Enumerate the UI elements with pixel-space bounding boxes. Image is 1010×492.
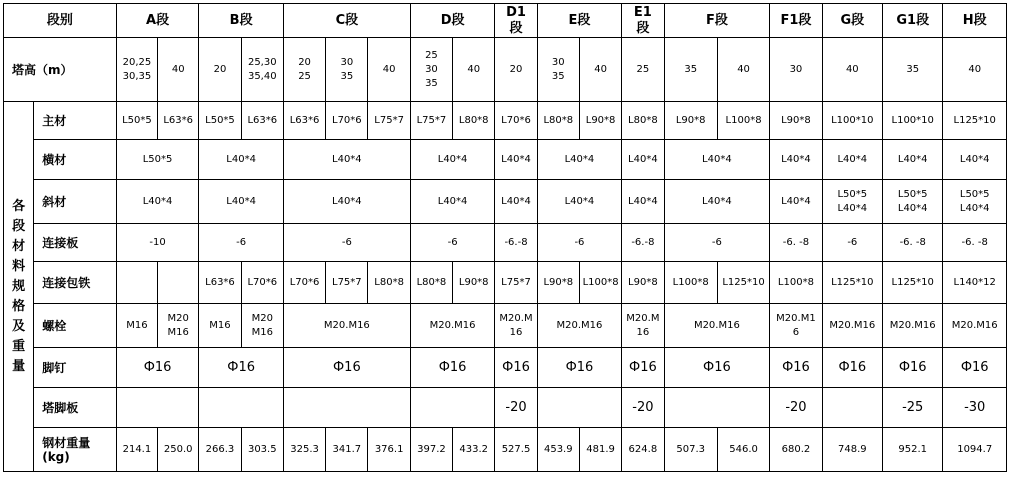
horizontal-member-cell: L40*4 bbox=[883, 140, 943, 180]
diagonal-member-cell: L40*4 bbox=[283, 180, 410, 224]
main-member-cell: L90*8 bbox=[579, 102, 621, 140]
section-e1: E1 段 bbox=[622, 4, 664, 38]
splice-angle-label: 连接包铁 bbox=[34, 262, 117, 304]
step-bolt-cell: Ф16 bbox=[537, 348, 622, 388]
section-b: B段 bbox=[199, 4, 284, 38]
gusset-plate-cell: -6 bbox=[822, 224, 882, 262]
height-cell: 20 bbox=[199, 38, 241, 102]
horizontal-member-cell: L40*4 bbox=[283, 140, 410, 180]
base-plate-cell: -20 bbox=[770, 388, 822, 428]
main-member-cell: L100*10 bbox=[883, 102, 943, 140]
section-f: F段 bbox=[664, 4, 770, 38]
tower-material-table bbox=[3, 3, 1007, 472]
main-member-cell: L80*8 bbox=[622, 102, 664, 140]
height-cell: 40 bbox=[453, 38, 495, 102]
gusset-plate-cell: -6. -8 bbox=[943, 224, 1007, 262]
bolt-cell: M20.M16 bbox=[410, 304, 495, 348]
splice-angle-cell: L63*6 bbox=[199, 262, 241, 304]
bolt-cell: M20.M1 6 bbox=[770, 304, 822, 348]
horizontal-member-label: 横材 bbox=[34, 140, 117, 180]
splice-angle-cell: L100*8 bbox=[664, 262, 717, 304]
section-header-row bbox=[4, 4, 1007, 38]
diagonal-member-row bbox=[4, 180, 1007, 224]
diagonal-member-cell: L40*4 bbox=[199, 180, 284, 224]
bolt-cell: M16 bbox=[199, 304, 241, 348]
section-g1: G1段 bbox=[883, 4, 943, 38]
splice-angle-cell: L90*8 bbox=[622, 262, 664, 304]
splice-angle-cell: L125*10 bbox=[883, 262, 943, 304]
section-g: G段 bbox=[822, 4, 882, 38]
gusset-plate-cell: -6 bbox=[664, 224, 770, 262]
base-plate-cell: -20 bbox=[495, 388, 537, 428]
steel-weight-cell: 250.0 bbox=[158, 428, 199, 472]
bolt-cell: M20.M 16 bbox=[622, 304, 664, 348]
step-bolt-label: 脚钉 bbox=[34, 348, 117, 388]
bolt-cell: M20 M16 bbox=[158, 304, 199, 348]
diagonal-member-cell: L40*4 bbox=[410, 180, 495, 224]
base-plate-cell bbox=[537, 388, 622, 428]
step-bolt-cell: Ф16 bbox=[495, 348, 537, 388]
main-member-cell: L63*6 bbox=[241, 102, 283, 140]
splice-angle-cell: L90*8 bbox=[453, 262, 495, 304]
base-plate-cell bbox=[822, 388, 882, 428]
bolt-label: 螺栓 bbox=[34, 304, 117, 348]
main-member-cell: L75*7 bbox=[410, 102, 452, 140]
section-c: C段 bbox=[283, 4, 410, 38]
base-plate-cell: -20 bbox=[622, 388, 664, 428]
steel-weight-cell: 527.5 bbox=[495, 428, 537, 472]
main-member-cell: L80*8 bbox=[453, 102, 495, 140]
base-plate-cell bbox=[664, 388, 770, 428]
gusset-plate-label: 连接板 bbox=[34, 224, 117, 262]
section-f1: F1段 bbox=[770, 4, 822, 38]
main-member-cell: L90*8 bbox=[664, 102, 717, 140]
main-member-cell: L50*5 bbox=[116, 102, 157, 140]
main-member-cell: L100*8 bbox=[717, 102, 769, 140]
base-plate-cell bbox=[410, 388, 495, 428]
section-e: E段 bbox=[537, 4, 622, 38]
bolt-cell: M20.M16 bbox=[943, 304, 1007, 348]
horizontal-member-row bbox=[4, 140, 1007, 180]
steel-weight-cell: 266.3 bbox=[199, 428, 241, 472]
main-member-cell: L70*6 bbox=[495, 102, 537, 140]
main-member-cell: L125*10 bbox=[943, 102, 1007, 140]
gusset-plate-cell: -6. -8 bbox=[883, 224, 943, 262]
step-bolt-cell: Ф16 bbox=[770, 348, 822, 388]
height-cell: 40 bbox=[822, 38, 882, 102]
height-cell: 40 bbox=[717, 38, 769, 102]
horizontal-member-cell: L40*4 bbox=[664, 140, 770, 180]
base-plate-cell bbox=[116, 388, 199, 428]
base-plate-cell: -25 bbox=[883, 388, 943, 428]
steel-weight-cell: 325.3 bbox=[283, 428, 325, 472]
steel-weight-cell: 376.1 bbox=[368, 428, 410, 472]
main-member-row bbox=[4, 102, 1007, 140]
bolt-cell: M20.M16 bbox=[664, 304, 770, 348]
step-bolt-cell: Ф16 bbox=[943, 348, 1007, 388]
splice-angle-cell: L100*8 bbox=[579, 262, 621, 304]
bolt-cell: M20 M16 bbox=[241, 304, 283, 348]
gusset-plate-cell: -6 bbox=[537, 224, 622, 262]
tower-height-label: 塔高（m） bbox=[4, 38, 117, 102]
steel-weight-cell: 397.2 bbox=[410, 428, 452, 472]
main-member-cell: L70*6 bbox=[326, 102, 368, 140]
step-bolt-cell: Ф16 bbox=[883, 348, 943, 388]
height-cell: 20 25 bbox=[283, 38, 325, 102]
steel-weight-cell: 1094.7 bbox=[943, 428, 1007, 472]
main-member-label: 主材 bbox=[34, 102, 117, 140]
base-plate-cell: -30 bbox=[943, 388, 1007, 428]
height-cell: 30 35 bbox=[537, 38, 579, 102]
step-bolt-cell: Ф16 bbox=[283, 348, 410, 388]
splice-angle-cell: L80*8 bbox=[368, 262, 410, 304]
splice-angle-cell: L70*6 bbox=[283, 262, 325, 304]
base-plate-row bbox=[4, 388, 1007, 428]
height-cell: 30 35 bbox=[326, 38, 368, 102]
base-plate-cell bbox=[199, 388, 284, 428]
height-cell: 35 bbox=[664, 38, 717, 102]
splice-angle-cell: L70*6 bbox=[241, 262, 283, 304]
steel-weight-cell: 481.9 bbox=[579, 428, 621, 472]
diagonal-member-cell: L40*4 bbox=[537, 180, 622, 224]
steel-weight-label: 钢材重量 (kg) bbox=[34, 428, 117, 472]
diagonal-member-cell: L40*4 bbox=[770, 180, 822, 224]
step-bolt-cell: Ф16 bbox=[410, 348, 495, 388]
diagonal-member-cell: L40*4 bbox=[116, 180, 199, 224]
horizontal-member-cell: L40*4 bbox=[199, 140, 284, 180]
main-member-cell: L100*10 bbox=[822, 102, 882, 140]
section-d: D段 bbox=[410, 4, 495, 38]
diagonal-member-cell: L50*5 L40*4 bbox=[822, 180, 882, 224]
bolt-row bbox=[4, 304, 1007, 348]
horizontal-member-cell: L40*4 bbox=[410, 140, 495, 180]
diagonal-member-cell: L40*4 bbox=[664, 180, 770, 224]
height-cell: 35 bbox=[883, 38, 943, 102]
diagonal-member-cell: L50*5 L40*4 bbox=[943, 180, 1007, 224]
base-plate-cell bbox=[283, 388, 410, 428]
horizontal-member-cell: L40*4 bbox=[943, 140, 1007, 180]
gusset-plate-cell: -6 bbox=[410, 224, 495, 262]
steel-weight-cell: 341.7 bbox=[326, 428, 368, 472]
gusset-plate-row bbox=[4, 224, 1007, 262]
bolt-cell: M20.M16 bbox=[822, 304, 882, 348]
bolt-cell: M20.M 16 bbox=[495, 304, 537, 348]
splice-angle-cell: L140*12 bbox=[943, 262, 1007, 304]
section-label: 段别 bbox=[4, 4, 117, 38]
diagonal-member-cell: L40*4 bbox=[495, 180, 537, 224]
height-cell: 20,25 30,35 bbox=[116, 38, 157, 102]
gusset-plate-cell: -6.-8 bbox=[495, 224, 537, 262]
steel-weight-row bbox=[4, 428, 1007, 472]
diagonal-member-cell: L50*5 L40*4 bbox=[883, 180, 943, 224]
height-cell: 30 bbox=[770, 38, 822, 102]
base-plate-label: 塔脚板 bbox=[34, 388, 117, 428]
tower-height-row bbox=[4, 38, 1007, 102]
main-member-cell: L80*8 bbox=[537, 102, 579, 140]
main-member-cell: L63*6 bbox=[283, 102, 325, 140]
steel-weight-cell: 214.1 bbox=[116, 428, 157, 472]
steel-weight-cell: 680.2 bbox=[770, 428, 822, 472]
height-cell: 25 30 35 bbox=[410, 38, 452, 102]
height-cell: 25,30 35,40 bbox=[241, 38, 283, 102]
splice-angle-cell: L80*8 bbox=[410, 262, 452, 304]
height-cell: 40 bbox=[158, 38, 199, 102]
bolt-cell: M20.M16 bbox=[283, 304, 410, 348]
diagonal-member-cell: L40*4 bbox=[622, 180, 664, 224]
gusset-plate-cell: -6.-8 bbox=[622, 224, 664, 262]
splice-angle-cell: L100*8 bbox=[770, 262, 822, 304]
horizontal-member-cell: L40*4 bbox=[495, 140, 537, 180]
horizontal-member-cell: L50*5 bbox=[116, 140, 199, 180]
diagonal-member-label: 斜材 bbox=[34, 180, 117, 224]
main-member-cell: L63*6 bbox=[158, 102, 199, 140]
section-d1: D1 段 bbox=[495, 4, 537, 38]
splice-angle-cell bbox=[116, 262, 157, 304]
side-label: 各段材料规格及重量 bbox=[4, 102, 34, 472]
height-cell: 40 bbox=[943, 38, 1007, 102]
step-bolt-cell: Ф16 bbox=[664, 348, 770, 388]
section-h: H段 bbox=[943, 4, 1007, 38]
steel-weight-cell: 303.5 bbox=[241, 428, 283, 472]
steel-weight-cell: 624.8 bbox=[622, 428, 664, 472]
splice-angle-row bbox=[4, 262, 1007, 304]
main-member-cell: L75*7 bbox=[368, 102, 410, 140]
gusset-plate-cell: -6. -8 bbox=[770, 224, 822, 262]
steel-weight-cell: 507.3 bbox=[664, 428, 717, 472]
step-bolt-row bbox=[4, 348, 1007, 388]
gusset-plate-cell: -10 bbox=[116, 224, 199, 262]
step-bolt-cell: Ф16 bbox=[622, 348, 664, 388]
gusset-plate-cell: -6 bbox=[199, 224, 284, 262]
horizontal-member-cell: L40*4 bbox=[622, 140, 664, 180]
main-member-cell: L50*5 bbox=[199, 102, 241, 140]
section-a: A段 bbox=[116, 4, 199, 38]
splice-angle-cell: L125*10 bbox=[822, 262, 882, 304]
steel-weight-cell: 433.2 bbox=[453, 428, 495, 472]
height-cell: 25 bbox=[622, 38, 664, 102]
steel-weight-cell: 546.0 bbox=[717, 428, 769, 472]
step-bolt-cell: Ф16 bbox=[822, 348, 882, 388]
splice-angle-cell: L75*7 bbox=[326, 262, 368, 304]
step-bolt-cell: Ф16 bbox=[199, 348, 284, 388]
splice-angle-cell bbox=[158, 262, 199, 304]
splice-angle-cell: L75*7 bbox=[495, 262, 537, 304]
step-bolt-cell: Ф16 bbox=[116, 348, 199, 388]
bolt-cell: M20.M16 bbox=[537, 304, 622, 348]
splice-angle-cell: L125*10 bbox=[717, 262, 769, 304]
splice-angle-cell: L90*8 bbox=[537, 262, 579, 304]
main-member-cell: L90*8 bbox=[770, 102, 822, 140]
steel-weight-cell: 748.9 bbox=[822, 428, 882, 472]
height-cell: 20 bbox=[495, 38, 537, 102]
height-cell: 40 bbox=[579, 38, 621, 102]
gusset-plate-cell: -6 bbox=[283, 224, 410, 262]
height-cell: 40 bbox=[368, 38, 410, 102]
bolt-cell: M20.M16 bbox=[883, 304, 943, 348]
horizontal-member-cell: L40*4 bbox=[770, 140, 822, 180]
bolt-cell: M16 bbox=[116, 304, 157, 348]
steel-weight-cell: 952.1 bbox=[883, 428, 943, 472]
horizontal-member-cell: L40*4 bbox=[537, 140, 622, 180]
steel-weight-cell: 453.9 bbox=[537, 428, 579, 472]
horizontal-member-cell: L40*4 bbox=[822, 140, 882, 180]
